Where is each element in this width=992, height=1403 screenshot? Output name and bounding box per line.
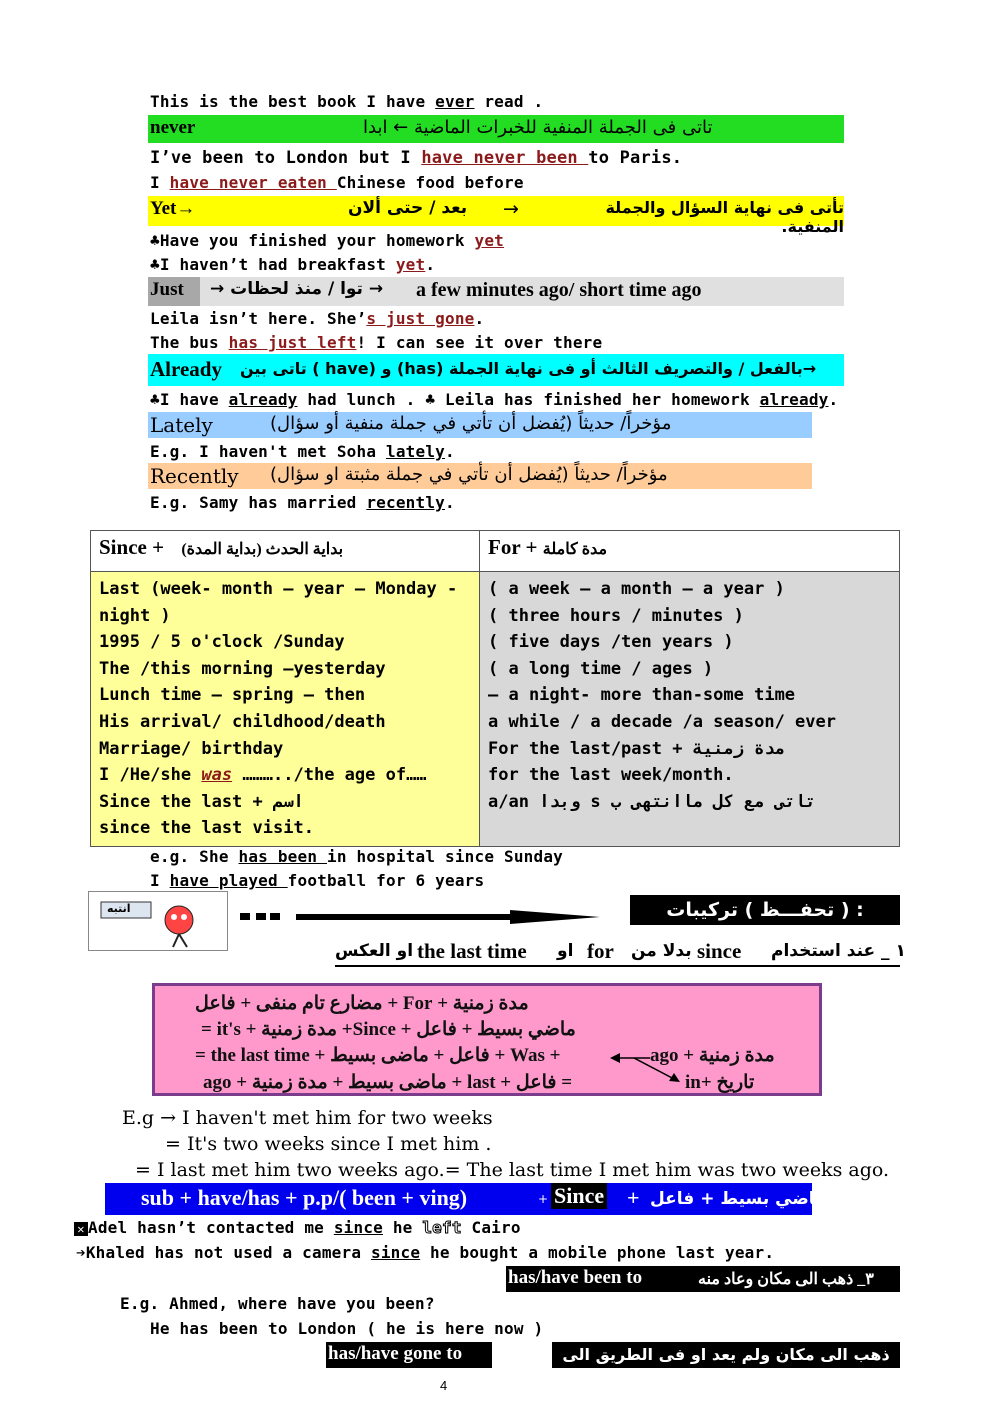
decorative-arrow	[240, 909, 600, 923]
rule-4-ar: ذهب الى مكان ولم يعد او فى الطريق الى هنالك	[552, 1342, 900, 1368]
for-cell: ( a week – a month – a year ) ( three hours / minutes ) ( five days /ten years ) ( a long time / ages ) – a night- more than-some time a while / a decade /a season/ ever For the last/past + مدة زمنية for the last week/month. a/an تاتى مع كل ماانتهى ب s وبدا	[480, 572, 900, 847]
formula-box: مدة زمنية + For + مضارع تام منفى + فاعل ماضي بسيط + فاعل + Since+ مدة زمنية + it's = = the last time + فاعل + ماضى بسيط + Was + مدة زمنية + ago = فاعل + last + ماضى بسيط + مدة زمنية + ago in+ تاريخ	[152, 983, 822, 1096]
lately-bar: Lately مؤخراً/ حديثاً (يُفضل أن تأتي في جملة منفية أو سؤال)	[148, 412, 812, 438]
arrow-right-icon: ➔	[76, 1243, 86, 1262]
page-number: 4	[440, 1378, 448, 1393]
since-example-adel: ✕ Adel hasn’t contacted me since he left Cairo	[74, 1218, 521, 1237]
never-bar: never تاتى فى الجملة المنفية للخبرات الماضية ← ابدا	[148, 115, 844, 143]
already-bar: Already →بالفعل / والتصريف الثالث أو فى نهاية الجملة (has) و (have ) تاتى بين	[148, 354, 844, 386]
since-for-table	[90, 530, 900, 847]
yet-bar: Yet→ بعد / حتى ألان → تأتى فى نهاية السؤال والجملة المنفية.	[150, 198, 844, 236]
checkbox-cross-icon: ✕	[74, 1222, 88, 1236]
line-never-example-2: I have never eaten Chinese food before	[150, 173, 524, 192]
since-example: e.g. She has been in hospital since Sunday	[150, 847, 563, 866]
rule-3-bar: has/have been to ٣_ ذهب الى مكان وعاد منه	[506, 1266, 900, 1292]
line-already-example: ♣I have already had lunch . ♣ Leila has finished her homework already.	[150, 390, 839, 409]
eg-line-3: = I last met him two weeks ago.= The last time I met him was two weeks ago.	[135, 1159, 889, 1181]
arrow-right-icon	[240, 910, 600, 924]
for-example: I have played football for 6 years	[150, 871, 485, 890]
just-bar: Just → توا / منذ لحظات → a few minutes ago/ short time ago	[148, 277, 844, 306]
since-example-khaled: ➔Khaled has not used a camera since he bought a mobile phone last year.	[76, 1243, 775, 1262]
eg-line-1: E.g → I haven't met him for two weeks	[122, 1107, 493, 1129]
line-lately-example: E.g. I haven't met Soha lately.	[150, 442, 455, 461]
attention-badge: انتبه	[88, 891, 228, 951]
line-never-example-1: I’ve been to London but I have never been to Paris.	[150, 148, 683, 168]
been-question: E.g. Ahmed, where have you been?	[120, 1294, 435, 1313]
been-answer: He has been to London ( he is here now )	[150, 1319, 544, 1338]
line-yet-example-2: ♣I haven’t had breakfast yet.	[150, 255, 436, 274]
line-recently-example: E.g. Samy has married recently.	[150, 493, 455, 512]
rule-4-en: has/have gone to	[326, 1342, 492, 1368]
recently-bar: Recently مؤخراً/ حديثاً (يُفضل أن تأتي في جملة مثبتة او سؤال)	[148, 463, 812, 489]
line-yet-example-1: ♣Have you finished your homework yet	[150, 231, 504, 250]
since-header: Since + بداية الحدث (بداية المدة)	[91, 531, 480, 572]
line-just-example-2: The bus has just left! I can see it over there	[150, 333, 603, 352]
warning-mascot-icon	[89, 892, 227, 950]
since-cell: Last (week- month – year – Monday - night ) 1995 / 5 o'clock /Sunday The /this morning –yesterday Lunch time – spring – then His arrival/ childhood/death Marriage/ birthday I /He/she was ………../the age of…… Since the last + اسم since the last visit.	[91, 572, 480, 847]
rule-1-line: او العكس the last time او for بدلا من since ١ _ عند استخدام	[335, 939, 900, 967]
rule-2-bar: sub + have/has + p.p/( been + ving) + Since + ٢.ماضي بسيط + فاعل	[105, 1183, 812, 1215]
line-just-example-1: Leila isn’t here. She’s just gone.	[150, 309, 485, 328]
for-header: For + مدة كاملة	[480, 531, 900, 572]
eg-line-2: = It's two weeks since I met him .	[165, 1133, 492, 1155]
line-ever: This is the best book I have ever read .	[150, 92, 544, 111]
formula-arrows-icon	[610, 1046, 690, 1090]
important-structures-title: : ( تحفـــظ ) تركيبات هـــــامة	[630, 895, 900, 925]
